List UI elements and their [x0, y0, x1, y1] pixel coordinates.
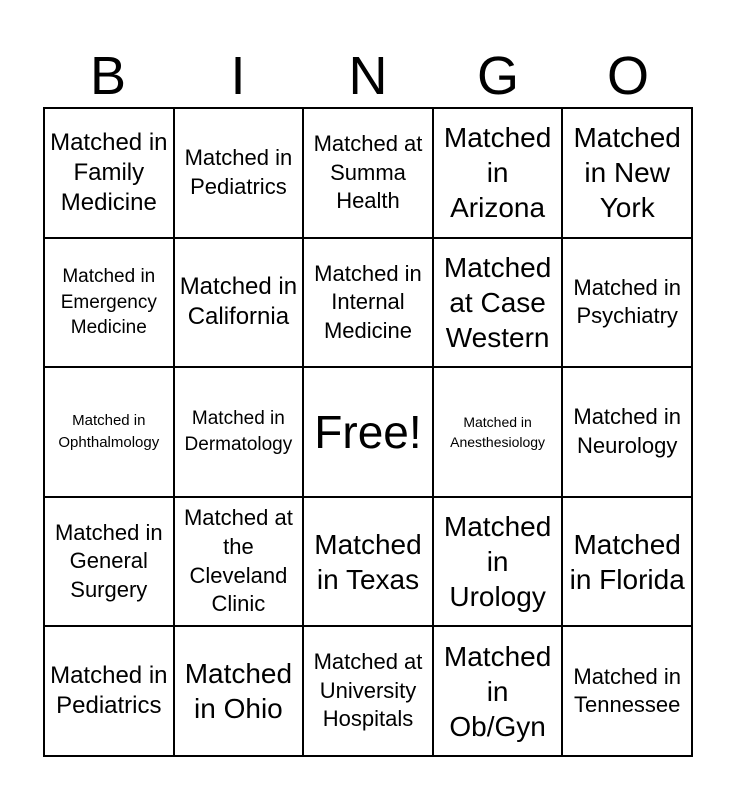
cell-text: Matched in Ohio: [184, 658, 293, 725]
cell-text: Matched at the Cleveland Clinic: [183, 505, 293, 617]
bingo-cell[interactable]: [433, 497, 563, 627]
bingo-cell[interactable]: [44, 626, 174, 756]
bingo-cell[interactable]: [562, 497, 692, 627]
bingo-cell[interactable]: [44, 367, 174, 497]
bingo-cell[interactable]: [174, 626, 304, 756]
bingo-cell[interactable]: [562, 238, 692, 368]
bingo-cell[interactable]: [44, 238, 174, 368]
cell-text: Matched in Ophthalmology: [58, 412, 160, 451]
cell-text: Matched at University Hospitals: [313, 649, 423, 732]
cell-text: Matched in Pediatrics: [184, 145, 293, 199]
header-letter-n: N: [348, 46, 388, 106]
cell-text: Matched in Ob/Gyn: [443, 640, 552, 742]
bingo-cell[interactable]: [174, 367, 304, 497]
bingo-cell[interactable]: [303, 497, 433, 627]
cell-text: Matched in Tennessee: [573, 663, 681, 718]
bingo-grid: [43, 107, 693, 757]
cell-text: Matched at Summa Health: [313, 130, 423, 214]
bingo-cell[interactable]: [562, 367, 692, 497]
header-letter-i: I: [230, 46, 246, 106]
bingo-cell[interactable]: [433, 108, 563, 238]
bingo-cell[interactable]: [44, 108, 174, 238]
bingo-cell[interactable]: [303, 626, 433, 756]
cell-text: Matched in California: [179, 273, 298, 331]
bingo-header: [43, 45, 693, 107]
free-space-text: Free!: [314, 405, 422, 458]
bingo-cell[interactable]: [174, 238, 304, 368]
bingo-cell[interactable]: [562, 108, 692, 238]
cell-text: Matched in Texas: [314, 528, 422, 595]
bingo-cell[interactable]: [44, 497, 174, 627]
header-letter-b: B: [89, 46, 127, 106]
bingo-cell[interactable]: [433, 626, 563, 756]
cell-text: Matched in Internal Medicine: [314, 260, 422, 343]
cell-text: Matched in New York: [573, 122, 681, 224]
header-letter-g: G: [476, 46, 519, 106]
cell-text: Matched at Case Western: [443, 251, 552, 353]
cell-text: Matched in General Surgery: [54, 519, 163, 602]
bingo-cell[interactable]: [433, 238, 563, 368]
cell-text: Matched in Psychiatry: [573, 274, 681, 329]
header-letter-o: O: [606, 46, 649, 106]
cell-text: Matched in Family Medicine: [50, 128, 168, 216]
free-space-cell[interactable]: [303, 367, 433, 497]
cell-text: Matched in Anesthesiology: [450, 413, 546, 450]
cell-text: Matched in Florida: [569, 528, 685, 595]
cell-text: Matched in Dermatology: [184, 408, 293, 455]
cell-text: Matched in Neurology: [573, 404, 681, 458]
bingo-cell[interactable]: [433, 367, 563, 497]
bingo-cell[interactable]: [303, 238, 433, 368]
cell-text: Matched in Emergency Medicine: [60, 265, 157, 339]
cell-text: Matched in Urology: [443, 511, 552, 613]
bingo-cell[interactable]: [562, 626, 692, 756]
cell-text: Matched in Pediatrics: [50, 662, 168, 720]
bingo-cell[interactable]: [303, 108, 433, 238]
bingo-cell[interactable]: [174, 108, 304, 238]
bingo-cell[interactable]: [174, 497, 304, 627]
cell-text: Matched in Arizona: [443, 122, 552, 224]
